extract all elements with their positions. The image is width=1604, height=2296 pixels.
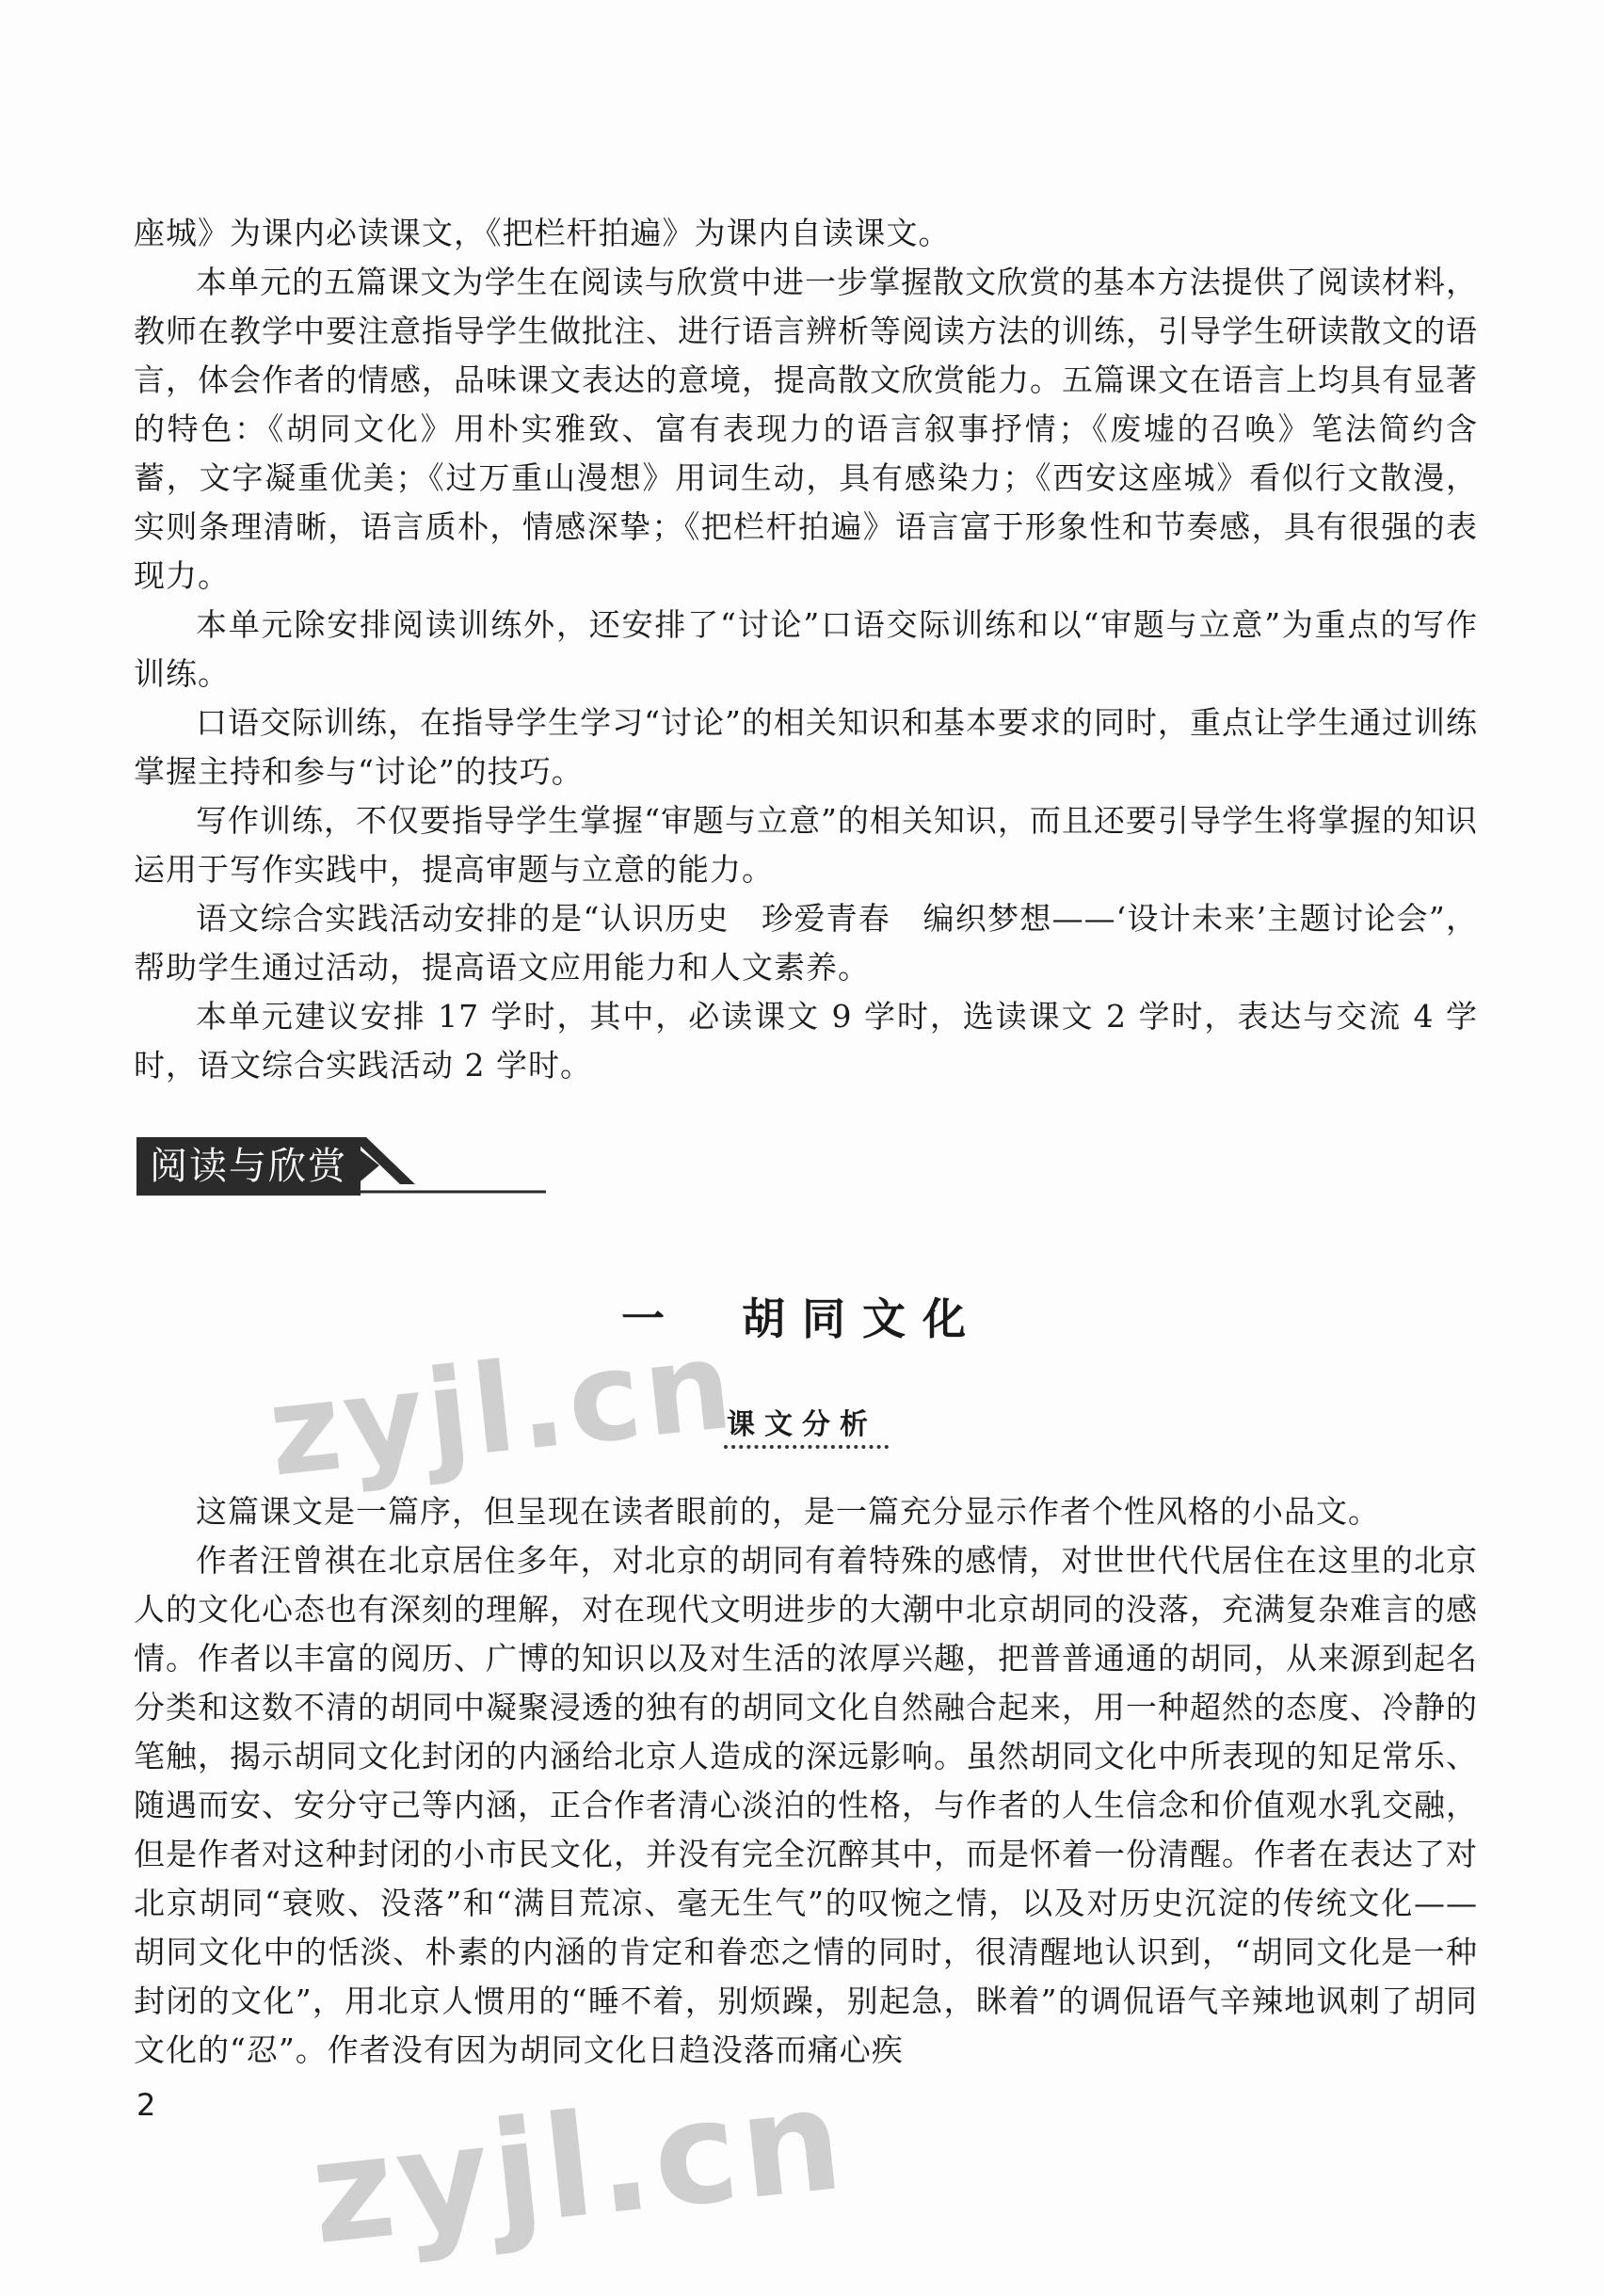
section-header-label: 阅读与欣赏	[136, 1137, 361, 1196]
lesson-subtitle: 课文分析	[727, 1408, 877, 1441]
intro-paragraph: 本单元除安排阅读训练外，还安排了“讨论”口语交际训练和以“审题与立意”为重点的写作训练。	[134, 606, 1478, 692]
intro-paragraph: 座城》为课内必读课文，《把栏杆拍遍》为课内自读课文。	[134, 215, 951, 251]
intro-paragraph: 本单元的五篇课文为学生在阅读与欣赏中进一步掌握散文欣赏的基本方法提供了阅读材料，教师在教学中要注意指导学生做批注、进行语言辨析等阅读方法的训练，引导学生研读散文的语言，体会作者的情感，品味课文表达的意境，提高散文欣赏能力。五篇课文在语言上均具有显著的特色：《胡同文化》用朴实雅致、富有表现力的语言叙事抒情；《废墟的召唤》笔法简约含蓄，文字凝重优美；《过万重山漫想》用词生动，具有感染力；《西安这座城》看似行文散漫，实则条理清晰，语言质朴，情感深挚；《把栏杆拍遍》语言富于形象性和节奏感，具有很强的表现力。	[134, 264, 1478, 594]
subtitle-underline	[724, 1445, 889, 1453]
intro-paragraph: 口语交际训练，在指导学生学习“讨论”的相关知识和基本要求的同时，重点让学生通过训练掌握主持和参与“讨论”的技巧。	[134, 704, 1478, 790]
watermark: zyjl.cn	[262, 1312, 743, 1504]
lesson-paragraph: 作者汪曾祺在北京居住多年，对北京的胡同有着特殊的感情，对世世代代居住在这里的北京人的文化心态也有深刻的理解，对在现代文明进步的大潮中北京胡同的没落，充满复杂难言的感情。作者以丰富的阅历、广博的知识以及对生活的浓厚兴趣，把普普通通的胡同，从来源到起名分类和这数不清的胡同中凝聚浸透的独有的胡同文化自然融合起来，用一种超然的态度、冷静的笔触，揭示胡同文化封闭的内涵给北京人造成的深远影响。虽然胡同文化中所表现的知足常乐、随遇而安、安分守己等内涵，正合作者清心淡泊的性格，与作者的人生信念和价值观水乳交融，但是作者对这种封闭的小市民文化，并没有完全沉醉其中，而是怀着一份清醒。作者在表达了对北京胡同“衰败、没落”和“满目荒凉、毫无生气”的叹惋之情，以及对历史沉淀的传统文化——胡同文化中的恬淡、朴素的内涵的肯定和眷恋之情的同时，很清醒地认识到，“胡同文化是一种封闭的文化”，用北京人惯用的“睡不着，别烦躁，别起急，眯着”的调侃语气辛辣地讽刺了胡同文化的“忍”。作者没有因为胡同文化日趋没落而痛心疾	[134, 1542, 1478, 2068]
intro-paragraph: 写作训练，不仅要指导学生掌握“审题与立意”的相关知识，而且还要引导学生将掌握的知识运用于写作实践中，提高审题与立意的能力。	[134, 802, 1478, 888]
lesson-text	[134, 1487, 1478, 2075]
intro-text	[134, 209, 1478, 1090]
section-header	[136, 1137, 546, 1196]
lesson-title: 一 胡同文化	[621, 1293, 983, 1344]
intro-paragraph: 本单元建议安排 17 学时，其中，必读课文 9 学时，选读课文 2 学时，表达与交流 4 学时，语文综合实践活动 2 学时。	[134, 998, 1478, 1084]
intro-paragraph: 语文综合实践活动安排的是“认识历史 珍爱青春 编织梦想——‘设计未来’主题讨论会”，帮助学生通过活动，提高语文应用能力和人文素养。	[134, 900, 1478, 986]
lesson-paragraph: 这篇课文是一篇序，但呈现在读者眼前的，是一篇充分显示作者个性风格的小品文。	[196, 1493, 1380, 1530]
page-number: 2	[136, 2087, 156, 2123]
watermark: zyjl.cn	[303, 2057, 854, 2277]
